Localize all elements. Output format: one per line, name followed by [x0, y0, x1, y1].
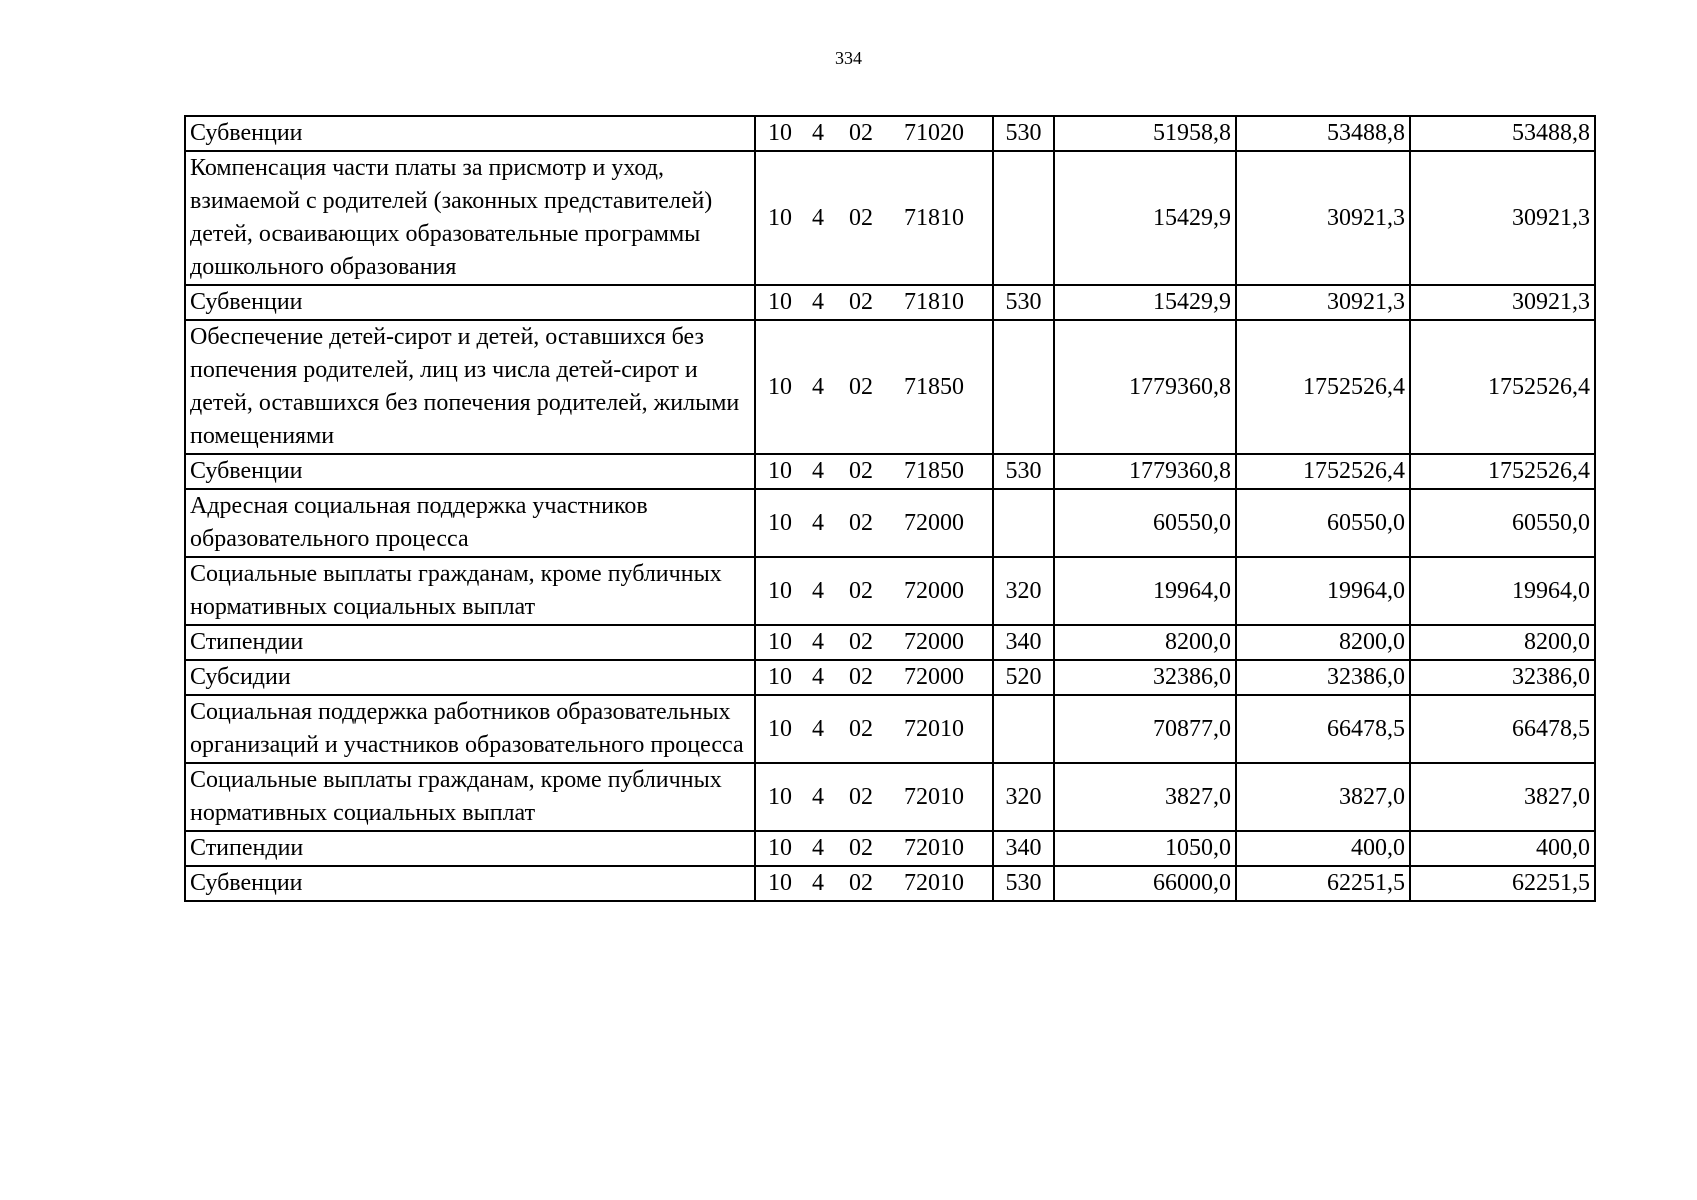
amount-year-2: 19964,0 — [1236, 557, 1410, 625]
amount-year-3: 8200,0 — [1410, 625, 1595, 660]
table-row — [185, 116, 1595, 151]
subsection-code: 4 — [812, 373, 824, 400]
subsection-code: 4 — [812, 120, 824, 146]
amount-year-2: 53488,8 — [1236, 116, 1410, 151]
target-article-code: 72000 — [904, 577, 964, 604]
expense-type-code: 530 — [993, 866, 1054, 901]
table-row — [185, 763, 1595, 831]
row-name: Стипендии — [185, 831, 755, 866]
program-code: 02 — [849, 373, 873, 400]
page-number: 334 — [835, 48, 862, 68]
amount-year-2: 400,0 — [1236, 831, 1410, 866]
target-article-code: 72000 — [904, 629, 964, 655]
section-code: 10 — [768, 664, 792, 690]
amount-year-3: 62251,5 — [1410, 866, 1595, 901]
program-code: 02 — [849, 715, 873, 742]
amount-year-1: 32386,0 — [1054, 660, 1236, 695]
amount-year-1: 60550,0 — [1054, 489, 1236, 557]
row-name: Субвенции — [185, 866, 755, 901]
section-code: 10 — [768, 458, 792, 484]
amount-year-3: 60550,0 — [1410, 489, 1595, 557]
subsection-code: 4 — [812, 289, 824, 315]
subsection-code: 4 — [812, 664, 824, 690]
subsection-code: 4 — [812, 715, 824, 742]
target-article-code: 71810 — [904, 204, 964, 231]
row-codes — [755, 625, 993, 660]
target-article-code: 71850 — [904, 458, 964, 484]
amount-year-3: 30921,3 — [1410, 151, 1595, 285]
expense-type-code: 530 — [993, 285, 1054, 320]
amount-year-3: 66478,5 — [1410, 695, 1595, 763]
amount-year-2: 3827,0 — [1236, 763, 1410, 831]
expense-type-code — [993, 695, 1054, 763]
target-article-code: 72010 — [904, 835, 964, 861]
amount-year-1: 51958,8 — [1054, 116, 1236, 151]
amount-year-2: 62251,5 — [1236, 866, 1410, 901]
row-codes — [755, 320, 993, 454]
section-code: 10 — [768, 204, 792, 231]
row-name: Обеспечение детей-сирот и детей, оставшихся без попечения родителей, лиц из числа детей-сирот и детей, оставшихся без попечения родителей, жилыми помещениями — [185, 320, 755, 454]
table-row — [185, 660, 1595, 695]
program-code: 02 — [849, 577, 873, 604]
amount-year-1: 66000,0 — [1054, 866, 1236, 901]
expense-type-code — [993, 489, 1054, 557]
section-code: 10 — [768, 783, 792, 810]
expense-type-code: 530 — [993, 454, 1054, 489]
section-code: 10 — [768, 715, 792, 742]
target-article-code: 72010 — [904, 783, 964, 810]
amount-year-1: 19964,0 — [1054, 557, 1236, 625]
amount-year-3: 3827,0 — [1410, 763, 1595, 831]
amount-year-1: 1779360,8 — [1054, 320, 1236, 454]
target-article-code: 72000 — [904, 509, 964, 536]
row-name: Адресная социальная поддержка участников образовательного процесса — [185, 489, 755, 557]
section-code: 10 — [768, 509, 792, 536]
row-codes — [755, 116, 993, 151]
subsection-code: 4 — [812, 458, 824, 484]
table-row — [185, 866, 1595, 901]
target-article-code: 72000 — [904, 664, 964, 690]
target-article-code: 71020 — [904, 120, 964, 146]
row-codes — [755, 489, 993, 557]
expense-type-code: 320 — [993, 557, 1054, 625]
row-codes — [755, 763, 993, 831]
row-name: Субвенции — [185, 116, 755, 151]
amount-year-2: 66478,5 — [1236, 695, 1410, 763]
row-codes — [755, 831, 993, 866]
row-name: Социальные выплаты гражданам, кроме публичных нормативных социальных выплат — [185, 557, 755, 625]
amount-year-3: 32386,0 — [1410, 660, 1595, 695]
program-code: 02 — [849, 120, 873, 146]
row-name: Субвенции — [185, 285, 755, 320]
amount-year-1: 15429,9 — [1054, 151, 1236, 285]
amount-year-1: 70877,0 — [1054, 695, 1236, 763]
expense-type-code: 340 — [993, 831, 1054, 866]
amount-year-1: 1779360,8 — [1054, 454, 1236, 489]
subsection-code: 4 — [812, 204, 824, 231]
subsection-code: 4 — [812, 629, 824, 655]
expense-type-code: 530 — [993, 116, 1054, 151]
amount-year-3: 30921,3 — [1410, 285, 1595, 320]
program-code: 02 — [849, 629, 873, 655]
table-row — [185, 320, 1595, 454]
subsection-code: 4 — [812, 783, 824, 810]
section-code: 10 — [768, 577, 792, 604]
row-codes — [755, 285, 993, 320]
amount-year-1: 15429,9 — [1054, 285, 1236, 320]
amount-year-1: 3827,0 — [1054, 763, 1236, 831]
amount-year-2: 32386,0 — [1236, 660, 1410, 695]
row-codes — [755, 151, 993, 285]
row-name: Стипендии — [185, 625, 755, 660]
row-codes — [755, 454, 993, 489]
target-article-code: 72010 — [904, 715, 964, 742]
table-row — [185, 489, 1595, 557]
table-row — [185, 454, 1595, 489]
subsection-code: 4 — [812, 577, 824, 604]
amount-year-2: 1752526,4 — [1236, 320, 1410, 454]
amount-year-1: 8200,0 — [1054, 625, 1236, 660]
program-code: 02 — [849, 835, 873, 861]
section-code: 10 — [768, 120, 792, 146]
amount-year-1: 1050,0 — [1054, 831, 1236, 866]
amount-year-3: 1752526,4 — [1410, 320, 1595, 454]
row-codes — [755, 557, 993, 625]
row-name: Компенсация части платы за присмотр и уход, взимаемой с родителей (законных представителей) детей, осваивающих образовательные программы дошкольного образования — [185, 151, 755, 285]
target-article-code: 71810 — [904, 289, 964, 315]
row-codes — [755, 866, 993, 901]
expense-type-code: 520 — [993, 660, 1054, 695]
amount-year-2: 60550,0 — [1236, 489, 1410, 557]
table-row — [185, 285, 1595, 320]
amount-year-3: 1752526,4 — [1410, 454, 1595, 489]
row-name: Социальные выплаты гражданам, кроме публичных нормативных социальных выплат — [185, 763, 755, 831]
program-code: 02 — [849, 204, 873, 231]
row-name: Социальная поддержка работников образовательных организаций и участников образовательного процесса — [185, 695, 755, 763]
table-row — [185, 151, 1595, 285]
table-row — [185, 831, 1595, 866]
expense-type-code: 340 — [993, 625, 1054, 660]
row-name: Субсидии — [185, 660, 755, 695]
program-code: 02 — [849, 509, 873, 536]
section-code: 10 — [768, 289, 792, 315]
table-row — [185, 557, 1595, 625]
expense-type-code: 320 — [993, 763, 1054, 831]
expense-type-code — [993, 151, 1054, 285]
program-code: 02 — [849, 458, 873, 484]
program-code: 02 — [849, 289, 873, 315]
amount-year-3: 53488,8 — [1410, 116, 1595, 151]
table-row — [185, 695, 1595, 763]
amount-year-2: 30921,3 — [1236, 285, 1410, 320]
expense-type-code — [993, 320, 1054, 454]
program-code: 02 — [849, 783, 873, 810]
section-code: 10 — [768, 373, 792, 400]
subsection-code: 4 — [812, 835, 824, 861]
section-code: 10 — [768, 835, 792, 861]
table-row — [185, 625, 1595, 660]
amount-year-3: 400,0 — [1410, 831, 1595, 866]
budget-table — [184, 115, 1596, 902]
program-code: 02 — [849, 870, 873, 896]
row-codes — [755, 695, 993, 763]
subsection-code: 4 — [812, 870, 824, 896]
row-codes — [755, 660, 993, 695]
target-article-code: 72010 — [904, 870, 964, 896]
section-code: 10 — [768, 629, 792, 655]
section-code: 10 — [768, 870, 792, 896]
subsection-code: 4 — [812, 509, 824, 536]
amount-year-2: 8200,0 — [1236, 625, 1410, 660]
table-body — [185, 116, 1595, 901]
program-code: 02 — [849, 664, 873, 690]
amount-year-2: 30921,3 — [1236, 151, 1410, 285]
row-name: Субвенции — [185, 454, 755, 489]
amount-year-3: 19964,0 — [1410, 557, 1595, 625]
target-article-code: 71850 — [904, 373, 964, 400]
amount-year-2: 1752526,4 — [1236, 454, 1410, 489]
